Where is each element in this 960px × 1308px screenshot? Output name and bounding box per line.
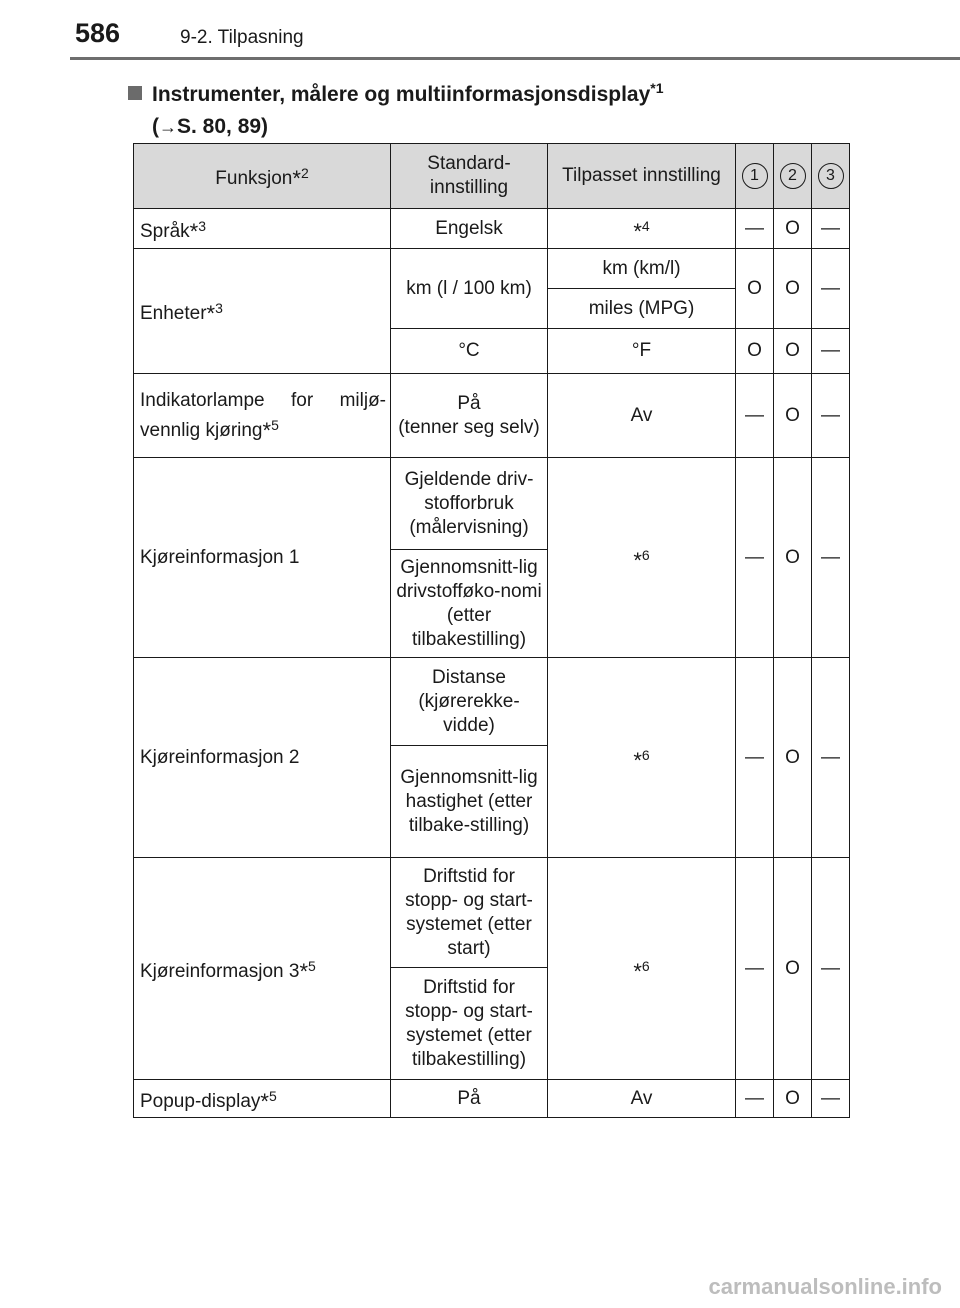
table-row xyxy=(134,249,850,289)
cell-default: °C xyxy=(391,329,548,374)
cell-custom: *$^6$ xyxy=(548,458,736,658)
cell-mode-2: O xyxy=(774,458,812,658)
cell-mode-2: O xyxy=(774,1080,812,1118)
header-col-1 xyxy=(736,144,774,209)
row-label-eco: Indikatorlampe for miljø-vennlig kjøring*$^5$ xyxy=(134,374,391,458)
table-row xyxy=(134,858,850,968)
cell-mode-3: — xyxy=(812,249,850,329)
cell-mode-1: O xyxy=(736,329,774,374)
circle-3-icon: 3 xyxy=(818,163,844,189)
table-row xyxy=(134,458,850,550)
cell-custom: *$^6$ xyxy=(548,858,736,1080)
cell-mode-2: O xyxy=(774,329,812,374)
header-col-2 xyxy=(774,144,812,209)
watermark: carmanualsonline.info xyxy=(708,1274,942,1299)
cell-mode-3: — xyxy=(812,209,850,249)
cell-mode-1: — xyxy=(736,374,774,458)
header-rule xyxy=(70,57,960,60)
table-row xyxy=(134,209,850,249)
cell-mode-3: — xyxy=(812,374,850,458)
cell-mode-3: — xyxy=(812,329,850,374)
cell-mode-3: — xyxy=(812,658,850,858)
cell-mode-3: — xyxy=(812,458,850,658)
arrow-icon: → xyxy=(159,117,177,137)
cell-default: Distanse (kjørerekke-vidde) xyxy=(391,658,548,746)
reference-link[interactable]: S. 80, 89) xyxy=(177,115,269,138)
row-label-language: Språk*$^3$ xyxy=(134,209,391,249)
cell-custom: km (km/l) xyxy=(548,249,736,289)
row-label-drive-info-3: Kjøreinformasjon 3*$^5$ xyxy=(134,858,391,1080)
cell-default: Driftstid for stopp- og start-systemet (etter start) xyxy=(391,858,548,968)
table-row xyxy=(134,658,850,746)
table-row xyxy=(134,374,850,458)
circle-1-icon: 1 xyxy=(742,163,768,189)
cell-default: Gjennomsnitt-lig hastighet (etter tilbake-stilling) xyxy=(391,746,548,858)
cell-mode-2: O xyxy=(774,658,812,858)
cell-default: Driftstid for stopp- og start-systemet (etter tilbakestilling) xyxy=(391,968,548,1080)
circle-2-icon: 2 xyxy=(780,163,806,189)
cell-custom: Av xyxy=(548,1080,736,1118)
cell-default: På xyxy=(391,1080,548,1118)
row-label-units: Enheter*$^3$ xyxy=(134,249,391,374)
table-header-row xyxy=(134,144,850,209)
cell-mode-2: O xyxy=(774,209,812,249)
cell-mode-2: O xyxy=(774,249,812,329)
row-label-drive-info-2: Kjøreinformasjon 2 xyxy=(134,658,391,858)
cell-default: På (tenner seg selv) xyxy=(391,374,548,458)
cell-custom: Av xyxy=(548,374,736,458)
cell-custom: miles (MPG) xyxy=(548,289,736,329)
cell-mode-1: — xyxy=(736,209,774,249)
cell-mode-1: — xyxy=(736,658,774,858)
cell-default: Gjeldende driv-stofforbruk (målervisning) xyxy=(391,458,548,550)
header-function: Funksjon*$^2$ xyxy=(134,144,391,209)
heading-reference: (→S. 80, 89) xyxy=(152,115,269,138)
cell-mode-2: O xyxy=(774,858,812,1080)
heading-note: *1 xyxy=(650,80,664,96)
square-bullet-icon xyxy=(128,86,142,100)
section-label: 9-2. Tilpasning xyxy=(180,27,304,48)
row-label-drive-info-1: Kjøreinformasjon 1 xyxy=(134,458,391,658)
header-col-3 xyxy=(812,144,850,209)
heading-title: Instrumenter, målere og multiinformasjonsdisplay xyxy=(152,83,651,106)
cell-mode-2: O xyxy=(774,374,812,458)
header-default: Standard- innstilling xyxy=(391,144,548,209)
cell-mode-1: — xyxy=(736,858,774,1080)
row-label-popup: Popup-display*$^5$ xyxy=(134,1080,391,1118)
cell-mode-3: — xyxy=(812,858,850,1080)
cell-default: Gjennomsnitt-lig drivstofføko-nomi (etter tilbakestilling) xyxy=(391,550,548,658)
page-number: 586 xyxy=(75,18,121,48)
cell-mode-1: — xyxy=(736,458,774,658)
section-heading xyxy=(128,72,664,143)
cell-custom: *$^4$ xyxy=(548,209,736,249)
header-custom: Tilpasset innstilling xyxy=(548,144,736,209)
cell-default: km (l / 100 km) xyxy=(391,249,548,329)
cell-mode-1: O xyxy=(736,249,774,329)
settings-table xyxy=(133,143,850,1118)
table-row xyxy=(134,1080,850,1118)
cell-mode-1: — xyxy=(736,1080,774,1118)
cell-custom: *$^6$ xyxy=(548,658,736,858)
cell-mode-3: — xyxy=(812,1080,850,1118)
cell-default: Engelsk xyxy=(391,209,548,249)
cell-custom: °F xyxy=(548,329,736,374)
